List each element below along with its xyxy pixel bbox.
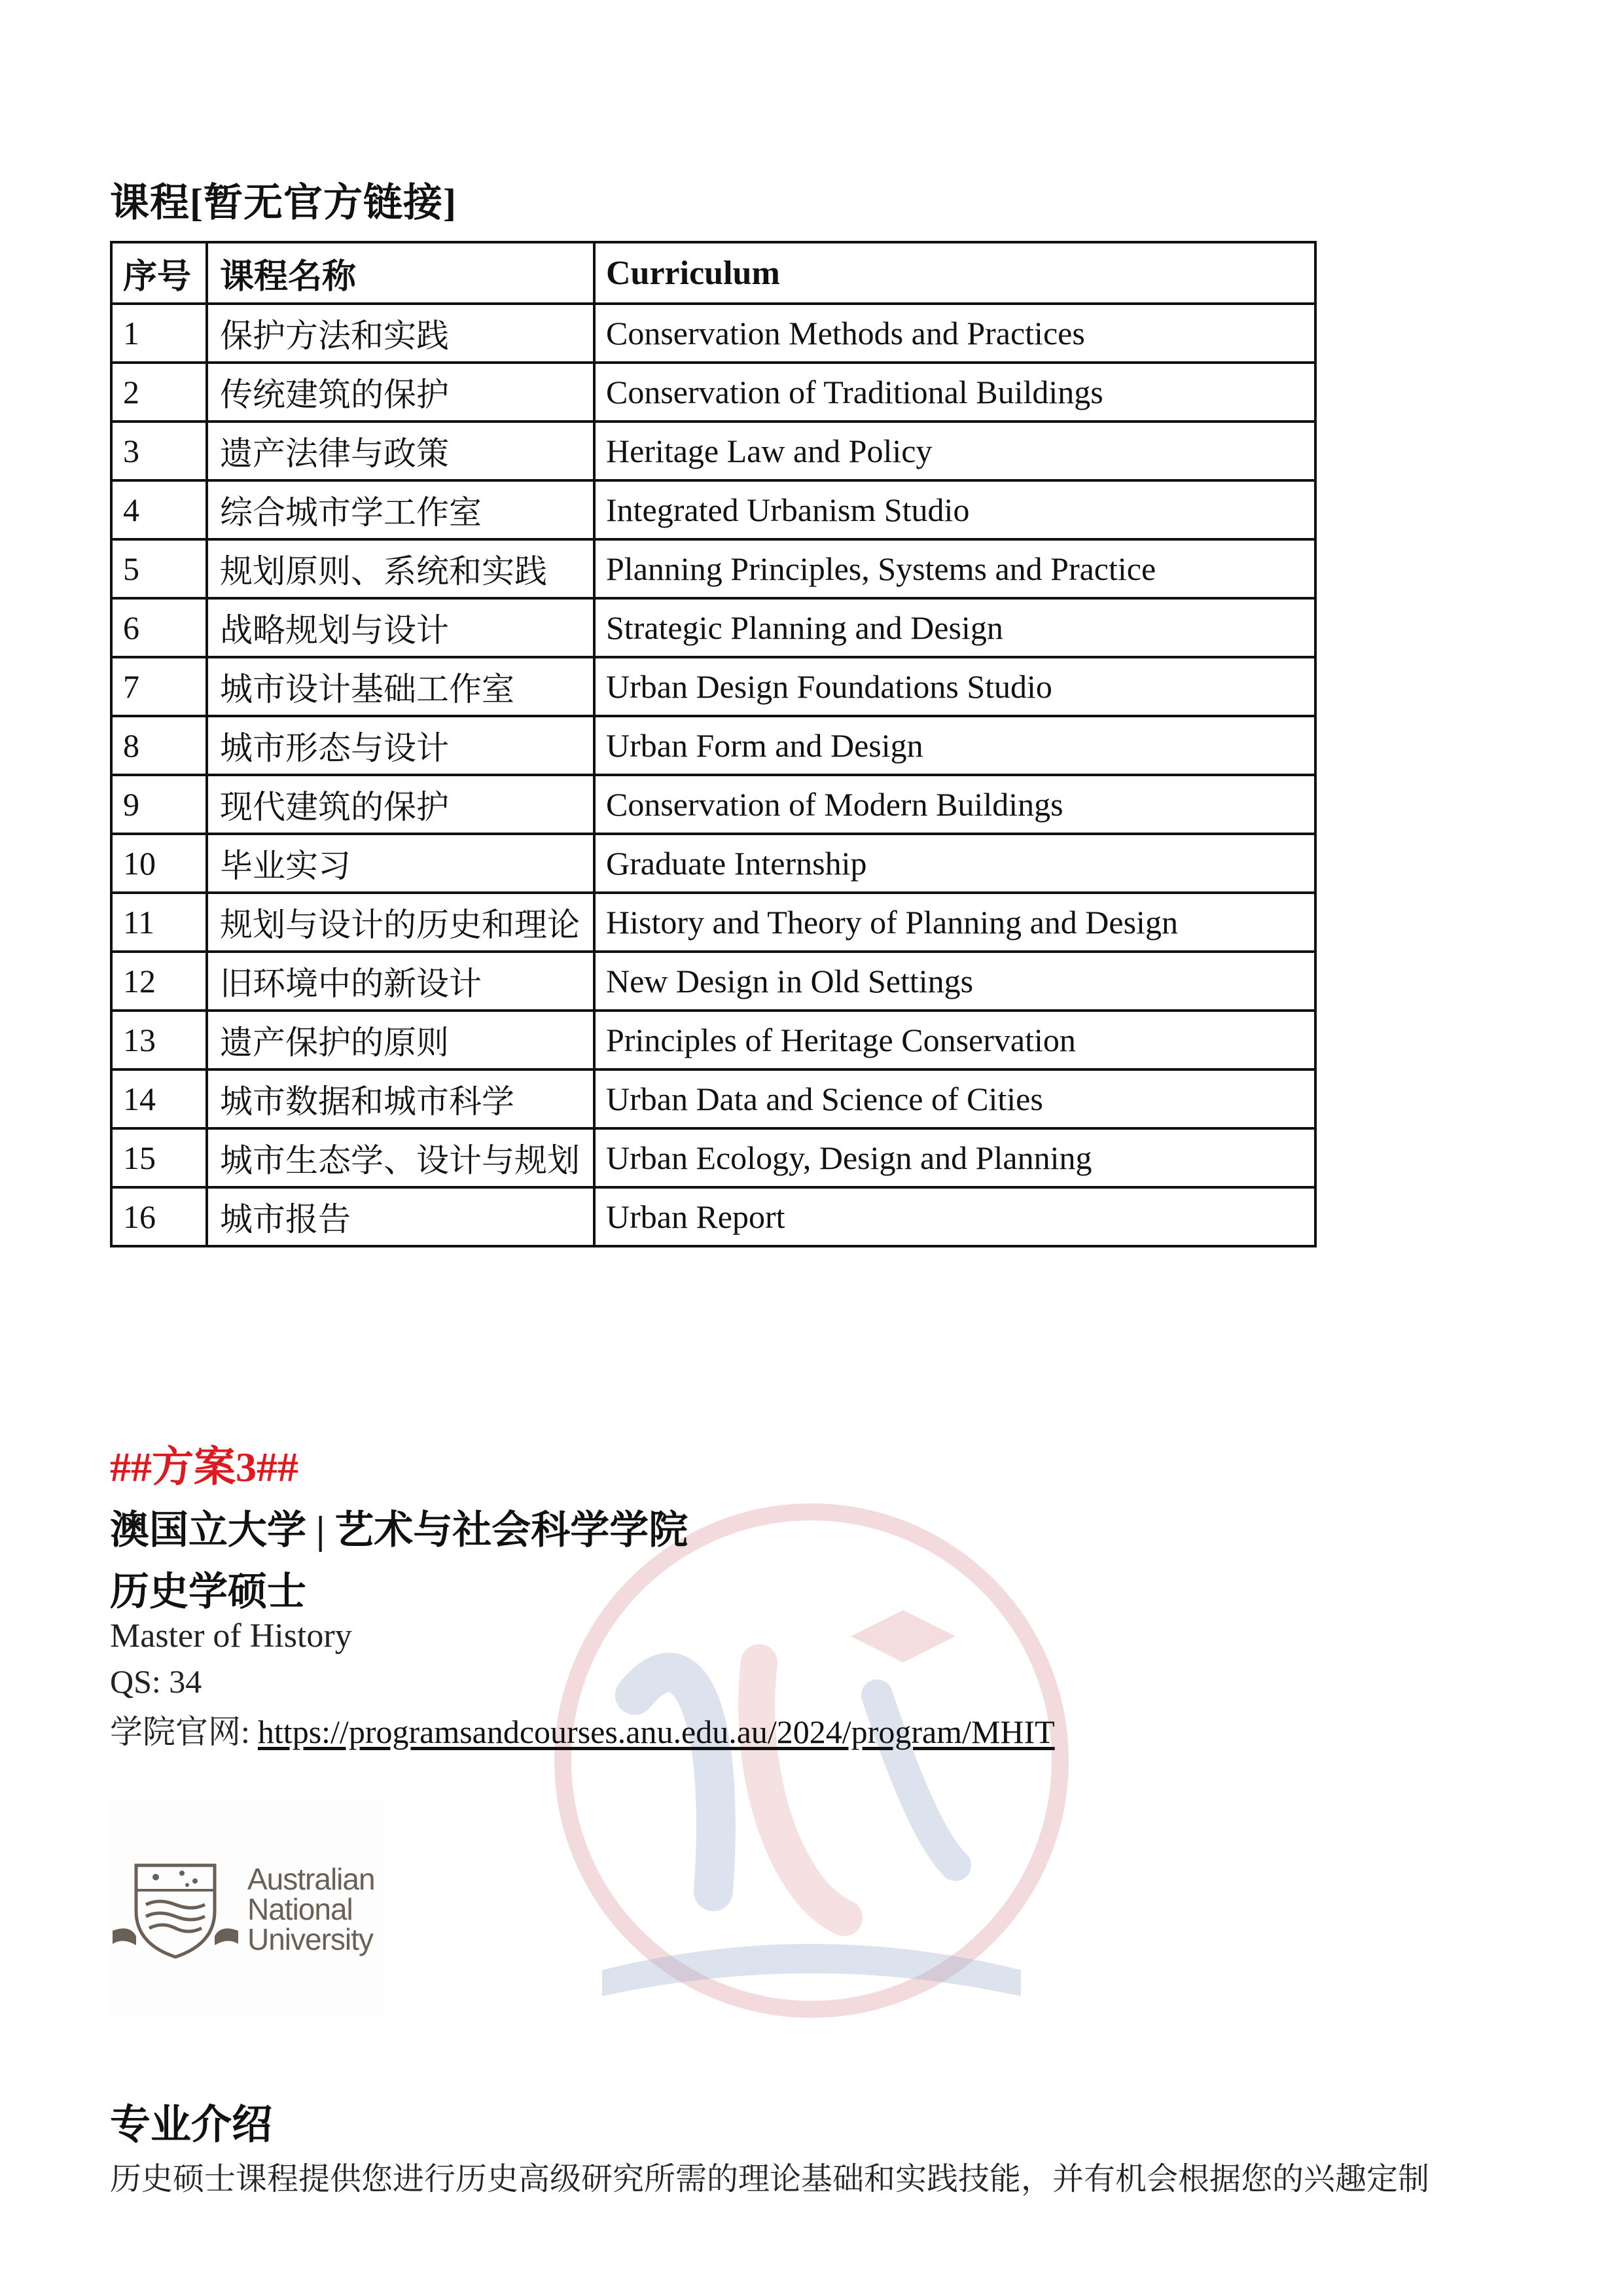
intro-text: 历史硕士课程提供您进行历史高级研究所需的理论基础和实践技能，并有机会根据您的兴趣定制 (110, 2162, 1430, 2197)
row-course-cn: 旧环境中的新设计 (207, 952, 594, 1011)
row-no: 1 (111, 304, 207, 363)
row-course-en: Urban Data and Science of Cities (594, 1069, 1315, 1128)
row-no: 9 (111, 775, 207, 834)
course-table (110, 241, 1317, 1247)
row-no: 11 (111, 893, 207, 952)
row-no: 8 (111, 716, 207, 775)
header-no: 序号 (111, 242, 207, 304)
table-row (111, 598, 1315, 657)
header-curriculum: Curriculum (594, 242, 1315, 304)
table-row (111, 304, 1315, 363)
table-row (111, 952, 1315, 1011)
table-row (111, 775, 1315, 834)
anu-logo (110, 1800, 385, 2016)
table-row (111, 480, 1315, 539)
row-no: 16 (111, 1187, 207, 1246)
degree-title-cn: 历史学硕士 (110, 1570, 306, 1613)
website-label: 学院官网: (110, 1713, 250, 1750)
row-course-cn: 城市生态学、设计与规划 (207, 1128, 594, 1187)
row-course-cn: 城市数据和城市科学 (207, 1069, 594, 1128)
row-course-cn: 毕业实习 (207, 834, 594, 893)
intro-heading: 专业介绍 (110, 2103, 273, 2147)
table-row (111, 1187, 1315, 1246)
degree-title-en: Master of History (110, 1617, 352, 1655)
anu-logo-wordmark: Australian National University (247, 1862, 375, 1956)
row-course-cn: 现代建筑的保护 (207, 775, 594, 834)
table-row (111, 1069, 1315, 1128)
row-course-en: Integrated Urbanism Studio (594, 480, 1315, 539)
row-no: 2 (111, 363, 207, 422)
row-course-en: Heritage Law and Policy (594, 422, 1315, 480)
row-course-cn: 遗产保护的原则 (207, 1011, 594, 1069)
row-course-en: Conservation Methods and Practices (594, 304, 1315, 363)
row-course-cn: 城市形态与设计 (207, 716, 594, 775)
university-line: 澳国立大学 | 艺术与社会科学学院 (110, 1509, 688, 1552)
row-course-cn: 传统建筑的保护 (207, 363, 594, 422)
row-course-cn: 规划原则、系统和实践 (207, 539, 594, 598)
row-no: 6 (111, 598, 207, 657)
table-row (111, 834, 1315, 893)
row-no: 4 (111, 480, 207, 539)
website-line (110, 1706, 1055, 1753)
row-course-en: History and Theory of Planning and Design (594, 893, 1315, 952)
row-course-en: Planning Principles, Systems and Practice (594, 539, 1315, 598)
row-course-en: Urban Ecology, Design and Planning (594, 1128, 1315, 1187)
row-course-en: Graduate Internship (594, 834, 1315, 893)
website-link[interactable]: https://programsandcourses.anu.edu.au/2024/program/MHIT (257, 1713, 1055, 1750)
row-course-en: Strategic Planning and Design (594, 598, 1315, 657)
table-row (111, 363, 1315, 422)
table-row (111, 539, 1315, 598)
table-row (111, 893, 1315, 952)
header-course-name: 课程名称 (207, 242, 594, 304)
row-course-en: Urban Design Foundations Studio (594, 657, 1315, 716)
row-course-cn: 战略规划与设计 (207, 598, 594, 657)
table-row (111, 1128, 1315, 1187)
row-no: 3 (111, 422, 207, 480)
row-course-en: Conservation of Modern Buildings (594, 775, 1315, 834)
row-course-cn: 城市设计基础工作室 (207, 657, 594, 716)
row-no: 12 (111, 952, 207, 1011)
row-course-cn: 遗产法律与政策 (207, 422, 594, 480)
anu-crest-icon (110, 1859, 241, 1964)
table-row (111, 422, 1315, 480)
table-row (111, 1011, 1315, 1069)
table-row (111, 657, 1315, 716)
row-no: 15 (111, 1128, 207, 1187)
row-course-en: Urban Form and Design (594, 716, 1315, 775)
row-course-cn: 规划与设计的历史和理论 (207, 893, 594, 952)
row-course-cn: 城市报告 (207, 1187, 594, 1246)
row-no: 7 (111, 657, 207, 716)
table-row (111, 716, 1315, 775)
row-course-en: New Design in Old Settings (594, 952, 1315, 1011)
row-course-en: Conservation of Traditional Buildings (594, 363, 1315, 422)
row-course-cn: 保护方法和实践 (207, 304, 594, 363)
row-no: 14 (111, 1069, 207, 1128)
watermark-logo (537, 1499, 1086, 2049)
row-course-cn: 综合城市学工作室 (207, 480, 594, 539)
row-no: 5 (111, 539, 207, 598)
option-label: ##方案3## (110, 1444, 298, 1490)
row-course-en: Urban Report (594, 1187, 1315, 1246)
courses-heading: 课程[暂无官方链接] (110, 181, 457, 224)
table-header-row (111, 242, 1315, 304)
row-no: 10 (111, 834, 207, 893)
row-course-en: Principles of Heritage Conservation (594, 1011, 1315, 1069)
qs-ranking: QS: 34 (110, 1663, 202, 1700)
row-no: 13 (111, 1011, 207, 1069)
